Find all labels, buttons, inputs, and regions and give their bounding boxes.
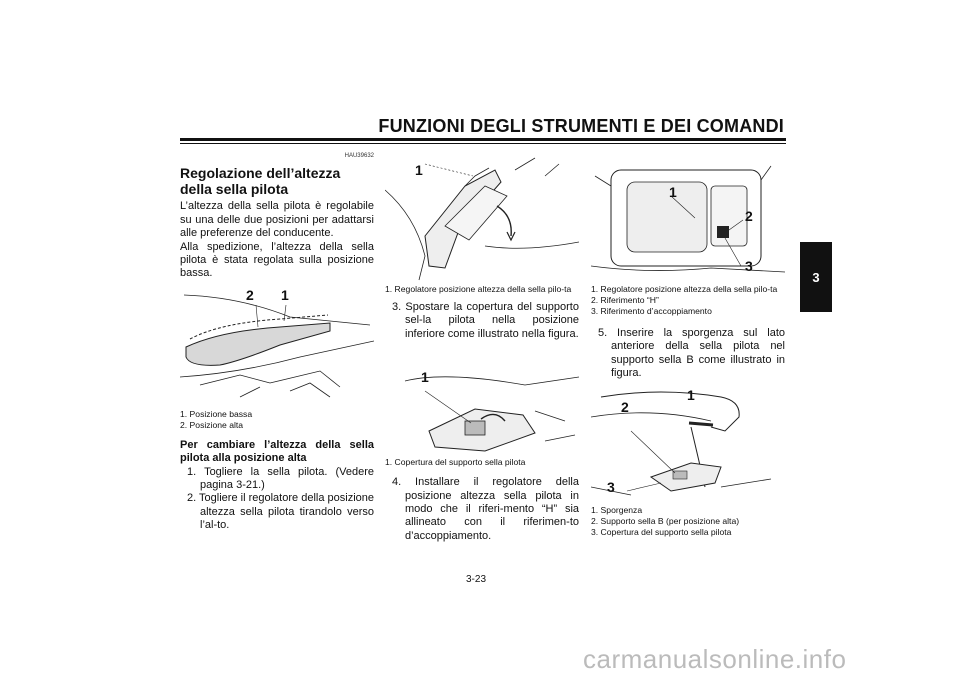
column-2 — [385, 150, 579, 543]
seat-position-figure — [180, 287, 374, 407]
watermark[interactable]: carmanualsonline.info — [583, 644, 847, 674]
caption: 2. Posizione alta — [180, 419, 244, 430]
caption: 1. Regolatore posizione altezza della sella pilo-ta — [591, 284, 778, 294]
step-2: 2. Togliere il regolatore della posizione altezza sella pilota tirandolo verso l’al-to. — [187, 492, 374, 532]
caption: 1. Sporgenza — [591, 504, 643, 515]
title-rule-thin — [180, 143, 786, 144]
height-adjuster-figure — [385, 156, 579, 282]
subheading: Per cambiare l’altezza della sella pilota alla posizione alta — [180, 438, 374, 465]
section-heading: Regolazione dell’altezza della sella pilota — [180, 165, 341, 198]
figure-label-1: 1 — [281, 286, 289, 303]
chapter-tab[interactable]: 3 — [800, 242, 832, 312]
step-1: 1. Togliere la sella pilota. (Vedere pagina 3-21.) — [187, 465, 374, 492]
figure-label-1: 1 — [421, 369, 429, 386]
step-4: 4. Installare il regolatore della posizione altezza sella pilota in modo che il riferi-mento “H” sia allineato con il riferimen-to d’accoppiamento. — [392, 476, 579, 542]
figure-captions — [385, 284, 579, 295]
delivery-paragraph: Alla spedizione, l’altezza della sella pilota è stata regolata sulla posizione bassa. — [180, 240, 374, 280]
caption: 1. Posizione bassa — [180, 408, 253, 419]
column-3 — [591, 150, 785, 540]
intro-paragraph: L’altezza della sella pilota è regolabile su una delle due posizioni per adattarsi alle preferenze del conducente. — [180, 200, 374, 240]
step-3: 3. Spostare la copertura del supporto sel-la pilota nella posizione inferiore come illustrato nella figura. — [392, 301, 579, 340]
page-title: FUNZIONI DEGLI STRUMENTI E DEI COMANDI — [378, 116, 784, 136]
figure-captions — [591, 505, 785, 538]
figure-captions — [591, 284, 785, 317]
figure-label-1: 1 — [669, 184, 677, 200]
column-1 — [180, 150, 374, 533]
section-code: HAU39632 — [344, 153, 374, 159]
figure-label-2: 2 — [745, 208, 753, 224]
figure-label-2: 2 — [246, 286, 254, 303]
caption: 2. Supporto sella B (per posizione alta) — [591, 515, 740, 526]
figure-label-1: 1 — [687, 386, 695, 403]
caption: 1. Copertura del supporto sella pilota — [385, 457, 526, 468]
seat-bracket-figure — [591, 387, 785, 503]
figure-captions — [385, 457, 579, 468]
figure-label-3: 3 — [607, 478, 615, 495]
reference-marks-figure — [591, 156, 785, 282]
figure-label-3: 3 — [745, 258, 753, 274]
seat-support-cover-figure — [385, 351, 579, 455]
caption: 2. Riferimento “H” — [591, 295, 659, 305]
caption: 3. Riferimento d’accoppiamento — [591, 306, 712, 316]
caption: 3. Copertura del supporto sella pilota — [591, 526, 732, 537]
caption: 1. Regolatore posizione altezza della sella pilo-ta — [385, 284, 572, 294]
page-number: 3-23 — [466, 574, 487, 585]
step-5: 5. Inserire la sporgenza sul lato anteriore della sella pilota nel supporto sella B come illustrato in figura. — [598, 327, 785, 380]
figure-label-2: 2 — [621, 398, 629, 415]
figure-label-1: 1 — [415, 162, 423, 178]
figure-captions — [180, 409, 374, 431]
title-rule — [180, 138, 786, 141]
